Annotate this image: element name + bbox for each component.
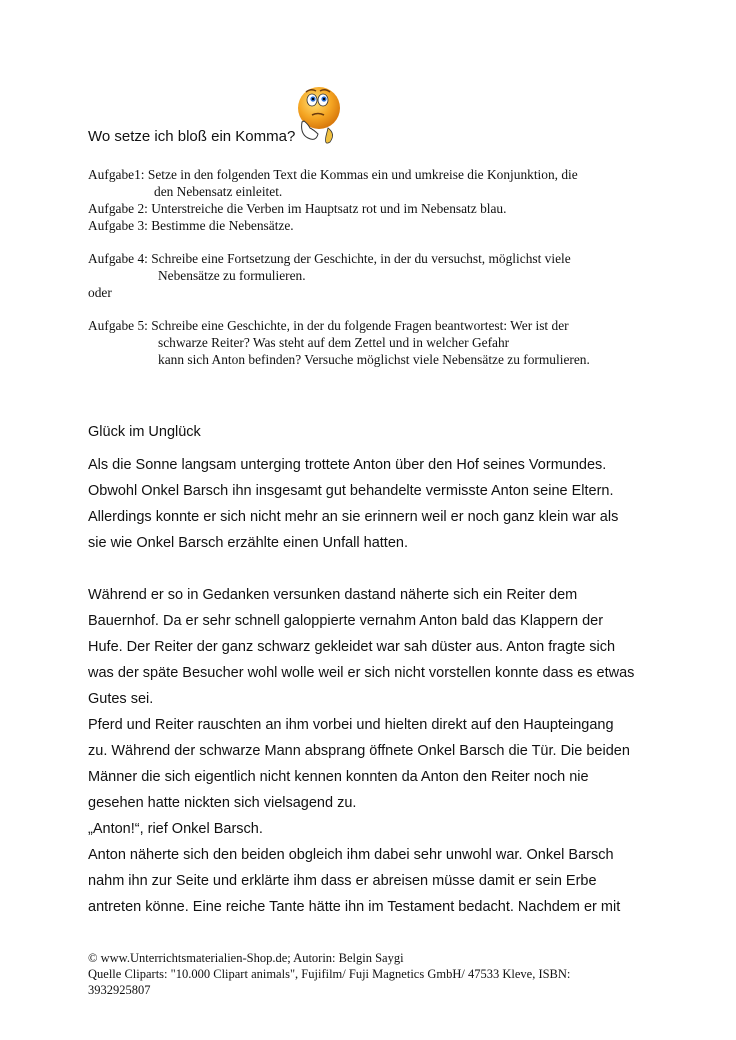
task-2 [88, 200, 658, 217]
thinking-smiley-icon [292, 84, 344, 148]
footer [88, 950, 668, 998]
story-line: was der späte Besucher wohl wolle weil er sich nicht vorstellen konnte dass es etwas [88, 665, 635, 681]
story-line: nahm ihn zur Seite und erklärte ihm dass er abreisen müsse damit er sein Erbe [88, 873, 597, 889]
story-line: Allerdings konnte er sich nicht mehr an sie erinnern weil er noch ganz klein war als [88, 509, 619, 525]
story-line: zu. Während der schwarze Mann absprang öffnete Onkel Barsch die Tür. Die beiden [88, 743, 630, 759]
story-line: gesehen hatte nickten sich vielsagend zu. [88, 795, 357, 811]
task-text: Schreibe eine Fortsetzung der Geschichte, in der du versuchst, möglichst viele [151, 251, 571, 266]
story-line: antreten könne. Eine reiche Tante hätte ihn im Testament bedacht. Nachdem er mit [88, 899, 621, 915]
story-blank-line [88, 556, 648, 582]
story-line: Während er so in Gedanken versunken dastand näherte sich ein Reiter dem [88, 587, 578, 603]
worksheet-title: Wo setze ich bloß ein Komma? [88, 128, 296, 145]
task-3 [88, 217, 658, 234]
story-line: Obwohl Onkel Barsch ihn insgesamt gut behandelte vermisste Anton seine Eltern. [88, 483, 614, 499]
task-text-continued: kann sich Anton befinden? Versuche möglichst viele Nebensätze zu formulieren. [158, 352, 590, 367]
story-text [88, 452, 648, 920]
task-list [88, 166, 658, 368]
footer-source: Quelle Cliparts: "10.000 Clipart animals", Fujifilm/ Fuji Magnetics GmbH/ 47533 Kleve, ISBN: [88, 967, 571, 981]
story-line: „Anton!“, rief Onkel Barsch. [88, 821, 263, 837]
task-text-continued: Nebensätze zu formulieren. [158, 268, 306, 283]
task-text: Bestimme die Nebensätze. [151, 218, 294, 233]
task-label: Aufgabe 2: [88, 201, 148, 216]
task-4 [88, 250, 658, 284]
task-label: Aufgabe1: [88, 167, 145, 182]
task-text: Setze in den folgenden Text die Kommas ein und umkreise die Konjunktion, die [147, 167, 578, 182]
story-line: Gutes sei. [88, 691, 154, 707]
task-label: Aufgabe 4: [88, 251, 148, 266]
story-title: Glück im Unglück [88, 424, 201, 440]
task-text: Schreibe eine Geschichte, in der du folgende Fragen beantwortest: Wer ist der [151, 318, 569, 333]
story-line: Männer die sich eigentlich nicht kennen konnten da Anton den Reiter noch nie [88, 769, 589, 785]
task-text-continued: den Nebensatz einleitet. [154, 184, 283, 199]
story-line: Als die Sonne langsam unterging trottete Anton über den Hof seines Vormundes. [88, 457, 607, 473]
task-1 [88, 166, 658, 200]
footer-isbn: 3932925807 [88, 983, 151, 997]
story-line: Bauernhof. Da er sehr schnell galoppierte vernahm Anton bald das Klappern der [88, 613, 604, 629]
story-line: Anton näherte sich den beiden obgleich ihm dabei sehr unwohl war. Onkel Barsch [88, 847, 614, 863]
task-text: Unterstreiche die Verben im Hauptsatz rot und im Nebensatz blau. [151, 201, 507, 216]
footer-copyright: © www.Unterrichtsmaterialien-Shop.de; Autorin: Belgin Saygi [88, 951, 404, 965]
or-label: oder [88, 285, 112, 300]
story-line: Pferd und Reiter rauschten an ihm vorbei und hielten direkt auf den Haupteingang [88, 717, 614, 733]
task-text-continued: schwarze Reiter? Was steht auf dem Zettel und in welcher Gefahr [158, 335, 510, 350]
task-label: Aufgabe 3: [88, 218, 148, 233]
task-5 [88, 317, 658, 368]
task-or-separator [88, 284, 658, 301]
story-line: Hufe. Der Reiter der ganz schwarz gekleidet war sah düster aus. Anton fragte sich [88, 639, 616, 655]
story-line: sie wie Onkel Barsch erzählte einen Unfall hatten. [88, 535, 408, 551]
task-label: Aufgabe 5: [88, 318, 148, 333]
